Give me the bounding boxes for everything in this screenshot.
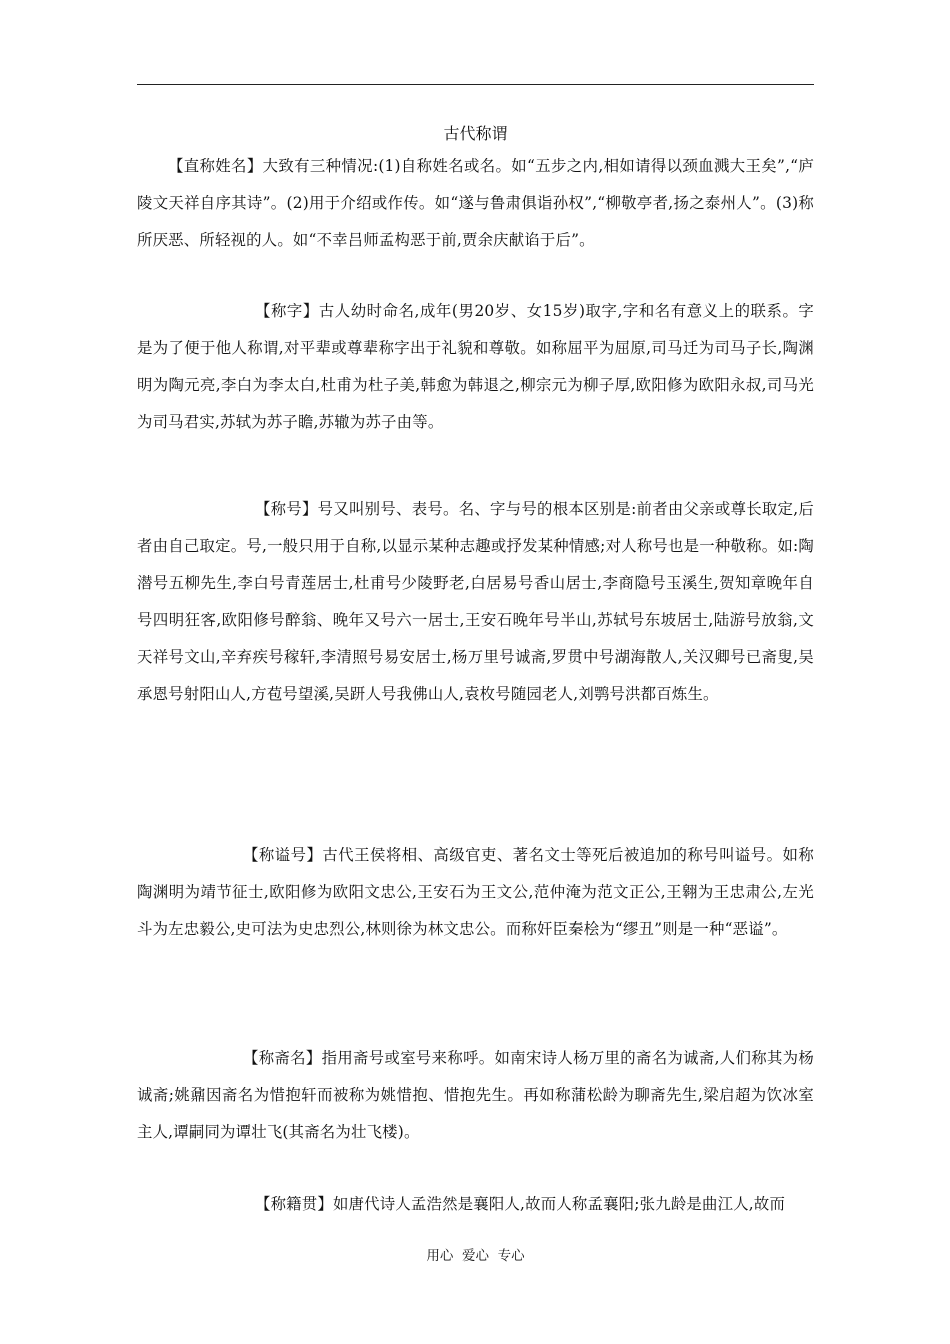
document-title: 古代称谓 <box>443 124 508 143</box>
page-footer: 用心 爱心 专心 <box>426 1248 525 1264</box>
paragraph-native-place: 【称籍贯】如唐代诗人孟浩然是襄阳人,故而人称孟襄阳;张九龄是曲江人,故而 <box>255 1195 786 1213</box>
paragraph-direct-name: 【直称姓名】大致有三种情况:(1)自称姓名或名。如“五步之内,相如请得以颈血溅大王矣”,“庐陵文天祥自序其诗”。(2)用于介绍或作传。如“遂与鲁肃俱诣孙权”,“柳敬亭者,扬之泰州人”。(3)称所厌恶、所轻视的人。如“不幸吕师孟构恶于前,贾余庆献谄于后”。 <box>137 157 814 249</box>
paragraph-posthumous-name: 【称谥号】古代王侯将相、高级官吏、著名文士等死后被追加的称号叫谥号。如称陶渊明为靖节征士,欧阳修为欧阳文忠公,王安石为王文公,范仲淹为范文正公,王翱为王忠肃公,左光斗为左忠毅公,史可法为史忠烈公,林则徐为林文忠公。而称奸臣秦桧为“缪丑”则是一种“恶谥”。 <box>137 846 814 938</box>
paragraph-art-name: 【称号】号又叫别号、表号。名、字与号的根本区别是:前者由父亲或尊长取定,后者由自己取定。号,一般只用于自称,以显示某种志趣或抒发某种情感;对人称号也是一种敬称。如:陶潜号五柳先生,李白号青莲居士,杜甫号少陵野老,白居易号香山居士,李商隐号玉溪生,贺知章晚年自号四明狂客,欧阳修号醉翁、晚年又号六一居士,王安石晚年号半山,苏轼号东坡居士,陆游号放翁,文天祥号文山,辛弃疾号稼轩,李清照号易安居士,杨万里号诚斋,罗贯中号湖海散人,关汉卿号已斋叟,吴承恩号射阳山人,方苞号望溪,吴趼人号我佛山人,袁枚号随园老人,刘鹗号洪都百炼生。 <box>137 500 814 703</box>
paragraph-studio-name: 【称斋名】指用斋号或室号来称呼。如南宋诗人杨万里的斋名为诚斋,人们称其为杨诚斋;姚鼐因斋名为惜抱轩而被称为姚惜抱、惜抱先生。再如称蒲松龄为聊斋先生,梁启超为饮冰室主人,谭嗣同为谭壮飞(其斋名为壮飞楼)。 <box>137 1049 814 1141</box>
paragraph-courtesy-name: 【称字】古人幼时命名,成年(男20岁、女15岁)取字,字和名有意义上的联系。字是为了便于他人称谓,对平辈或尊辈称字出于礼貌和尊敬。如称屈平为屈原,司马迁为司马子长,陶渊明为陶元亮,李白为李太白,杜甫为杜子美,韩愈为韩退之,柳宗元为柳子厚,欧阳修为欧阳永叔,司马光为司马君实,苏轼为苏子瞻,苏辙为苏子由等。 <box>137 302 814 431</box>
header-rule <box>137 84 814 85</box>
